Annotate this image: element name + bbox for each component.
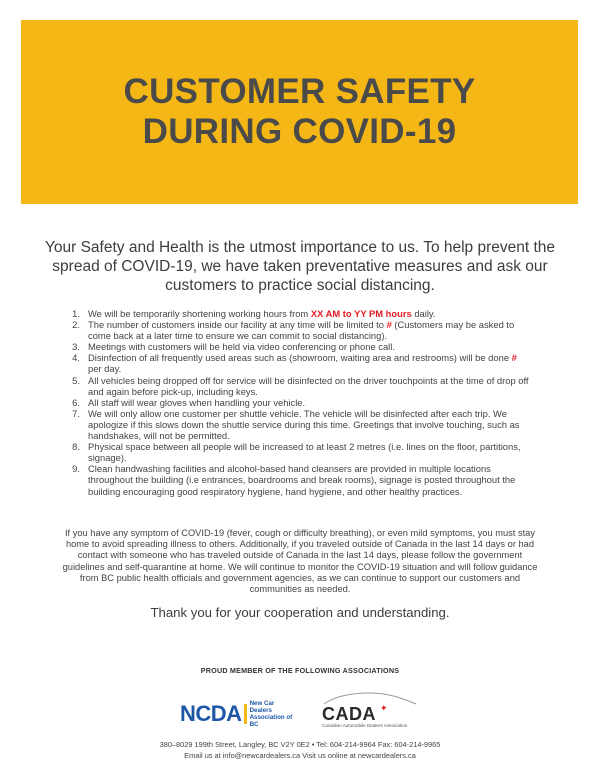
list-item: 2. The number of customers inside our facility at any time will be limited to # (Customers may be asked to come back at a later time to ensure we can commit to social distancing). bbox=[72, 319, 515, 342]
ncda-logo bbox=[180, 700, 298, 728]
highlighted-frequency: # bbox=[511, 352, 517, 364]
page-title bbox=[124, 72, 476, 152]
title-line-1: CUSTOMER SAFETY bbox=[123, 72, 476, 111]
maple-leaf-icon: ✦ bbox=[380, 703, 388, 713]
cada-logo bbox=[320, 690, 420, 730]
list-item: 8. Physical space between all people will be increased to at least 2 metres (i.e. lines on the floor, partitions, signage). bbox=[72, 441, 521, 464]
cada-acronym: CADA bbox=[322, 704, 376, 724]
cada-name: Canadian Automobile Dealers Association bbox=[322, 723, 408, 728]
highlighted-customer-limit: # bbox=[386, 319, 392, 331]
highlighted-hours: XX AM to YY PM hours bbox=[310, 308, 412, 319]
list-item: 4. Disinfection of all frequently used areas such as (showroom, waiting area and restrooms) will be done # per day. bbox=[72, 352, 517, 375]
ncda-acronym: NCDA bbox=[180, 701, 242, 726]
list-item: 7. We will only allow one customer per shuttle vehicle. The vehicle will be disinfected after each trip. We apologize if this slows down the shuttle service during this time. Greetings that involve touching, such as handshakes, will not be permitted. bbox=[72, 407, 520, 442]
ncda-name: New Car Dealers Association of BC bbox=[249, 700, 293, 728]
list-item: 1. We will be temporarily shortening working hours from XX AM to YY PM hours daily. bbox=[72, 308, 436, 319]
footer-contact bbox=[0, 740, 600, 761]
thank-you-message: Thank you for your cooperation and understanding. bbox=[150, 605, 450, 620]
symptoms-notice: If you have any symptom of COVID-19 (fever, cough or difficulty breathing), or even mild symptoms, you must stay home to avoid spreading illness to others. Additionally, if you traveled outside of Canada in the last 14 days or had contact with someone who has traveled outside of Canada in the last 14 days, please follow the government guidelines and self-quarantine at home. We will continue to monitor the COVID-19 situation and will follow guidance from BC public health officials and government agencies, as we can continue to support our customers and communities as needed. bbox=[62, 528, 538, 595]
list-item: 6. All staff will wear gloves when handling your vehicle. bbox=[72, 396, 306, 408]
title-banner bbox=[21, 20, 578, 204]
ncda-accent-bar bbox=[244, 704, 247, 724]
associations-heading: PROUD MEMBER OF THE FOLLOWING ASSOCIATIONS bbox=[200, 666, 400, 675]
list-item: 3. Meetings with customers will be held via video conferencing or phone call. bbox=[72, 341, 395, 353]
intro-paragraph: Your Safety and Health is the utmost importance to us. To help prevent the spread of COVID-19, we have taken preventative measures and ask our customers to practice social distancing. bbox=[44, 239, 556, 294]
footer-email-web: Email us at info@newcardealers.ca Visit us online at newcardealers.ca bbox=[184, 750, 416, 760]
list-item: 9. Clean handwashing facilities and alcohol-based hand cleansers are provided in multiple locations throughout the building (i.e entrances, boardrooms and break rooms), signage is posted throughout the building encouraging good respiratory hygiene, hand hygiene, and other healthy practices. bbox=[72, 463, 516, 497]
list-item: 5. All vehicles being dropped off for service will be disinfected on the driver touchpoints at the time of drop off and again before pick-up, including keys. bbox=[72, 374, 529, 397]
footer-address: 380–8029 199th Street, Langley, BC V2Y 0E2 • Tel: 604-214-9964 Fax: 604-214-9965 bbox=[159, 740, 441, 749]
safety-measures-list bbox=[62, 308, 532, 497]
title-line-2: DURING COVID-19 bbox=[142, 112, 457, 151]
